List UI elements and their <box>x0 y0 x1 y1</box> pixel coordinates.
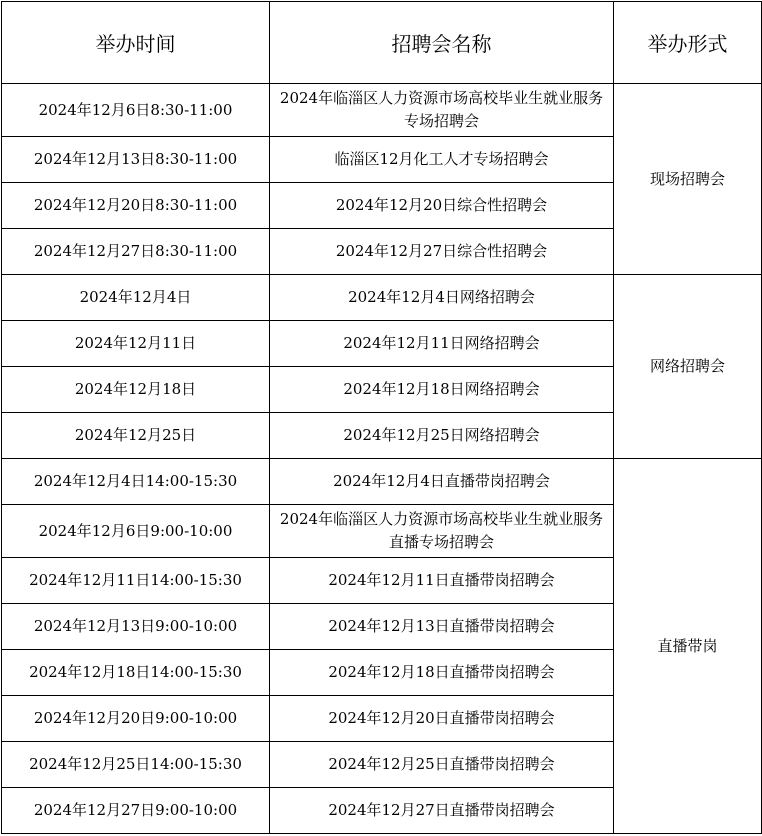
cell-format: 现场招聘会 <box>614 84 762 275</box>
cell-time: 2024年12月4日14:00-15:30 <box>2 459 270 505</box>
cell-name: 2024年12月18日网络招聘会 <box>270 367 614 413</box>
cell-name: 2024年12月4日直播带岗招聘会 <box>270 459 614 505</box>
cell-name: 2024年12月27日综合性招聘会 <box>270 229 614 275</box>
cell-time: 2024年12月20日9:00-10:00 <box>2 696 270 742</box>
cell-name: 2024年12月20日直播带岗招聘会 <box>270 696 614 742</box>
cell-name: 2024年12月25日网络招聘会 <box>270 413 614 459</box>
table-row <box>2 275 762 321</box>
cell-format: 直播带岗 <box>614 459 762 834</box>
cell-time: 2024年12月27日9:00-10:00 <box>2 788 270 834</box>
cell-name: 2024年12月11日网络招聘会 <box>270 321 614 367</box>
header-format: 举办形式 <box>614 2 762 84</box>
cell-time: 2024年12月11日 <box>2 321 270 367</box>
cell-time: 2024年12月4日 <box>2 275 270 321</box>
job-fair-schedule-table <box>1 1 762 834</box>
cell-name: 2024年12月18日直播带岗招聘会 <box>270 650 614 696</box>
cell-time: 2024年12月25日14:00-15:30 <box>2 742 270 788</box>
cell-time: 2024年12月18日 <box>2 367 270 413</box>
cell-name: 2024年12月13日直播带岗招聘会 <box>270 604 614 650</box>
cell-name: 2024年12月11日直播带岗招聘会 <box>270 558 614 604</box>
cell-name: 2024年临淄区人力资源市场高校毕业生就业服务直播专场招聘会 <box>270 505 614 558</box>
header-time: 举办时间 <box>2 2 270 84</box>
table-row <box>2 84 762 137</box>
cell-time: 2024年12月13日8:30-11:00 <box>2 137 270 183</box>
cell-format: 网络招聘会 <box>614 275 762 459</box>
cell-time: 2024年12月18日14:00-15:30 <box>2 650 270 696</box>
cell-time: 2024年12月13日9:00-10:00 <box>2 604 270 650</box>
cell-name: 2024年12月25日直播带岗招聘会 <box>270 742 614 788</box>
cell-name: 2024年12月27日直播带岗招聘会 <box>270 788 614 834</box>
header-name: 招聘会名称 <box>270 2 614 84</box>
cell-name: 临淄区12月化工人才专场招聘会 <box>270 137 614 183</box>
cell-time: 2024年12月6日9:00-10:00 <box>2 505 270 558</box>
cell-time: 2024年12月20日8:30-11:00 <box>2 183 270 229</box>
cell-time: 2024年12月27日8:30-11:00 <box>2 229 270 275</box>
cell-time: 2024年12月11日14:00-15:30 <box>2 558 270 604</box>
cell-time: 2024年12月25日 <box>2 413 270 459</box>
cell-name: 2024年12月20日综合性招聘会 <box>270 183 614 229</box>
header-row <box>2 2 762 84</box>
cell-time: 2024年12月6日8:30-11:00 <box>2 84 270 137</box>
cell-name: 2024年临淄区人力资源市场高校毕业生就业服务专场招聘会 <box>270 84 614 137</box>
table-row <box>2 459 762 505</box>
cell-name: 2024年12月4日网络招聘会 <box>270 275 614 321</box>
